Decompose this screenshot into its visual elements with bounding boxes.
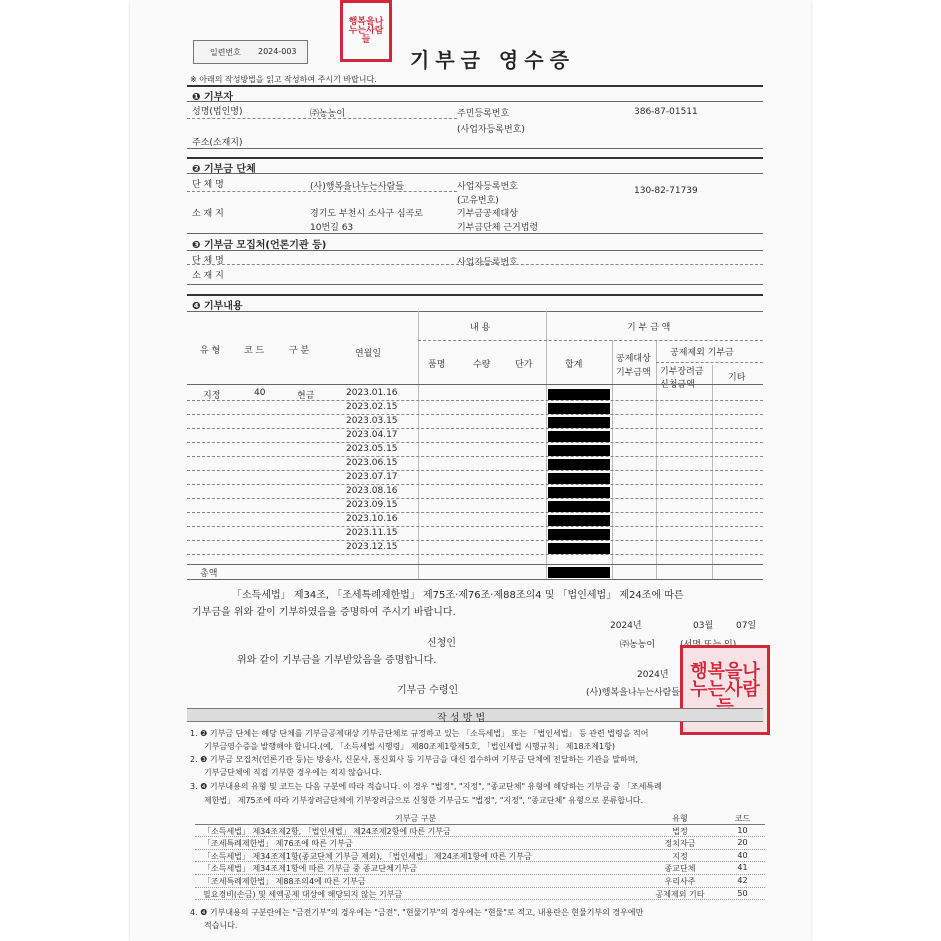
rule-top xyxy=(187,85,763,87)
row-rule xyxy=(187,442,763,443)
row-date: 2023.08.16 xyxy=(346,486,398,496)
type-row-type: 종교단체 xyxy=(664,864,696,874)
donor-id-label: 주민등록번호 xyxy=(457,109,510,119)
donor-name-label: 성명(법인명) xyxy=(192,107,243,117)
received-text: 위와 같이 기부금을 기부받았음을 증명합니다. xyxy=(237,655,437,666)
col-scholarship-2: 신청금액 xyxy=(660,380,695,390)
serial-label: 일련번호 xyxy=(210,48,241,57)
guide-item-2a: 2. ❸ 기부금 모집처(언론기관 등)는 방송사, 신문사, 통신회사 등 기부금을 대신 접수하여 기부금 단체에 전달하는 기관을 말하며, xyxy=(190,755,639,764)
certify-text-2: 기부금을 위와 같이 기부하였음을 증명하여 주시기 바랍니다. xyxy=(192,607,456,618)
col-item: 품명 xyxy=(428,360,446,370)
row-type: 지정 xyxy=(203,391,221,401)
type-table-row xyxy=(195,888,765,901)
org-reg-label: 사업자등록번호 xyxy=(457,182,518,192)
row-date: 2023.09.15 xyxy=(346,500,398,510)
row-date: 2023.12.15 xyxy=(346,542,398,552)
guide-item-4b: 적습니다. xyxy=(204,921,238,930)
guide-item-3b: 제한법」 제75조에 따라 기부장려금단체에 기부장려금으로 신청한 기부금도 "법정", "지정", "종교단체" 유형으로 분류합니다. xyxy=(204,796,644,805)
serial-value: 2024-003 xyxy=(258,47,297,56)
type-table-header xyxy=(195,812,765,825)
col-code: 코 드 xyxy=(244,346,265,356)
row-rule xyxy=(187,512,763,513)
row-rule xyxy=(187,540,763,541)
donor-name-value: ㈜농농이 xyxy=(310,109,346,119)
redacted-amount xyxy=(548,417,610,428)
type-row-type: 지정 xyxy=(672,851,688,861)
row-date: 2023.10.16 xyxy=(346,514,398,524)
guide-title: 작 성 방 법 xyxy=(437,713,486,724)
redacted-amount xyxy=(548,445,610,456)
redacted-amount xyxy=(548,431,610,442)
type-row-type: 법정 xyxy=(672,826,688,836)
type-row-desc: 「조세특례제한법」 제76조에 따른 기부금 xyxy=(203,839,353,849)
row-rule xyxy=(187,414,763,415)
row-rule xyxy=(187,456,763,457)
col-price: 단가 xyxy=(515,360,533,370)
rule xyxy=(187,250,763,251)
received-year: 2024년 xyxy=(637,670,669,680)
rule xyxy=(187,284,763,285)
type-table-row xyxy=(195,825,765,838)
col-excluded: 공제제외 기부금 xyxy=(670,348,734,358)
rule xyxy=(187,101,763,102)
row-date: 2023.03.15 xyxy=(346,416,398,426)
redacted-amount xyxy=(548,403,610,414)
type-table-row xyxy=(195,837,765,850)
type-row-type: 공제제외 기타 xyxy=(655,889,705,899)
col-divider xyxy=(546,311,547,579)
type-code-table xyxy=(195,812,765,900)
type-row-desc: 필요경비(손금) 및 세액공제 대상에 해당되지 않는 기부금 xyxy=(203,889,403,899)
redacted-amount xyxy=(548,389,610,400)
redacted-amount xyxy=(548,529,610,540)
type-row-desc: 「소득세법」 제34조제2항, 「법인세법」 제24조제2항에 따른 기부금 xyxy=(203,826,451,836)
col-other: 기타 xyxy=(728,373,746,383)
applicant-value: ㈜농농이 xyxy=(620,640,656,650)
section-collector-title: ❸ 기부금 모집처(언론기관 등) xyxy=(192,240,327,251)
section-contents-title: ❹ 기부내용 xyxy=(192,301,243,312)
col-divider xyxy=(418,311,419,579)
collector-name-label: 단 체 명 xyxy=(192,256,224,266)
redacted-total xyxy=(548,567,610,578)
col-qty: 수량 xyxy=(473,360,491,370)
row-rule xyxy=(187,526,763,527)
col-amount-group: 기 부 금 액 xyxy=(627,323,671,333)
redacted-amount xyxy=(548,459,610,470)
guide-item-2b: 기부금단체에 직접 기부한 경우에는 적지 않습니다. xyxy=(204,768,382,777)
rule xyxy=(187,157,763,159)
collector-addr-label: 소 재 지 xyxy=(192,271,224,281)
type-table-row xyxy=(195,862,765,875)
redacted-amount xyxy=(548,501,610,512)
row-rule xyxy=(187,428,763,429)
donor-id-label2: (사업자등록번호) xyxy=(457,125,525,135)
type-row-type: 정치자금 xyxy=(664,839,696,849)
org-addr-value1: 경기도 부천시 소사구 심곡로 xyxy=(310,209,423,219)
notice-text: ※ 아래의 작성방법을 읽고 작성하여 주시기 바랍니다. xyxy=(190,75,377,84)
type-row-code: 42 xyxy=(737,875,748,885)
row-date: 2023.04.17 xyxy=(346,430,398,440)
rule xyxy=(187,264,763,265)
seal-stamp-top xyxy=(340,0,392,62)
col-scholarship-1: 기부장려금 xyxy=(660,367,704,377)
collector-reg-label: 사업자등록번호 xyxy=(457,258,518,268)
col-detail: 내 용 xyxy=(470,323,491,333)
rule xyxy=(187,294,763,296)
section-donor-title: ❶ 기부자 xyxy=(192,92,233,103)
guide-item-1b: 기부금영수증을 발행해야 합니다.(예, 「소득세법 시행령」 제80조제1항제5호, 「법인세법 시행규칙」 제18조제1항) xyxy=(204,742,615,751)
certify-day: 07일 xyxy=(736,621,757,631)
row-rule xyxy=(187,498,763,499)
applicant-label: 신청인 xyxy=(427,638,456,649)
row-date: 2023.02.15 xyxy=(346,402,398,412)
org-addr-label: 소 재 지 xyxy=(192,209,224,219)
org-basis-label1: 기부금공제대상 xyxy=(457,209,518,219)
rule xyxy=(418,340,763,341)
type-row-desc: 「소득세법」 제34조제1항에 따른 기부금 중 종교단체기부금 xyxy=(203,864,417,874)
type-row-code: 20 xyxy=(737,838,748,848)
org-addr-value2: 10번길 63 xyxy=(310,223,354,233)
col-date: 연월일 xyxy=(355,349,382,359)
certify-month: 03월 xyxy=(693,621,714,631)
type-table-row xyxy=(195,875,765,888)
certify-text-1: 「소득세법」 제34조, 「조세특례제한법」 제75조·제76조·제88조의4 및 「법인세법」 제24조에 따른 xyxy=(232,590,684,601)
guide-item-4a: 4. ❹ 기부내용의 구분란에는 "금전기부"의 경우에는 "금전", "현물기부"의 경우에는 "현물"로 적고, 내용란은 현물기부의 경우에만 xyxy=(190,908,644,917)
rule xyxy=(187,191,457,192)
page-title: 기부금 영수증 xyxy=(410,48,575,72)
type-table-row xyxy=(195,850,765,863)
type-row-code: 50 xyxy=(737,888,748,898)
row-date: 2023.06.15 xyxy=(346,458,398,468)
row-rule xyxy=(187,484,763,485)
row-date: 2023.07.17 xyxy=(346,472,398,482)
seal-stamp-text: 행복을나누는사람 xyxy=(690,661,760,700)
donor-address-label: 주소(소재지) xyxy=(192,138,243,148)
recipient-value: (사)행복을나누는사람들 xyxy=(586,688,680,698)
rule xyxy=(187,311,763,312)
type-row-code: 41 xyxy=(737,863,748,873)
type-row-code: 40 xyxy=(737,850,748,860)
org-reg-value: 130-82-71739 xyxy=(634,186,698,196)
redacted-amount xyxy=(548,515,610,526)
org-reg-label2: (고유번호) xyxy=(457,196,499,206)
rule xyxy=(187,564,763,565)
col-deductible-1: 공제대상 xyxy=(616,354,651,364)
col-deductible-2: 기부금액 xyxy=(616,368,651,378)
row-rule xyxy=(187,470,763,471)
total-label: 총액 xyxy=(200,569,218,579)
rule xyxy=(187,173,763,174)
col-divider xyxy=(656,340,657,579)
col-total: 합계 xyxy=(565,360,583,370)
type-row-desc: 「소득세법」 제34조제1항(종교단체 기부금 제외), 「법인세법」 제24조제1항에 따른 기부금 xyxy=(203,851,532,861)
rule xyxy=(187,148,763,149)
org-name-value: (사)행복을나누는사람들 xyxy=(310,182,404,192)
guide-item-1a: 1. ❷ 기부금 단체는 해당 단체를 기부금공제대상 기부금단체로 규정하고 있는 「소득세법」 또는 「법인세법」 등 관련 법령을 적어 xyxy=(190,729,649,738)
type-row-type: 우리사주 xyxy=(664,876,696,886)
type-header-c2: 유형 xyxy=(672,814,688,823)
type-row-desc: 「조세특례제한법」 제88조의4에 따른 기부금 xyxy=(203,876,366,886)
type-header-c1: 기부금 구분 xyxy=(395,814,437,823)
seal-stamp-text: 행복을나누는사람들 xyxy=(348,16,384,45)
rule xyxy=(187,233,763,234)
type-row-code: 10 xyxy=(737,825,748,835)
row-code: 40 xyxy=(254,388,266,398)
guide-item-3a: 3. ❹ 기부내용의 유형 및 코드는 다음 구분에 따라 적습니다. 이 경우 "법정", "지정", "종교단체" 유형에 해당하는 기부금 중 「조세특례 xyxy=(190,782,662,791)
col-kind: 구 분 xyxy=(289,346,310,356)
org-basis-label2: 기부금단체 근거법령 xyxy=(457,223,539,233)
row-date: 2023.11.15 xyxy=(346,528,398,538)
donor-id-value: 386-87-01511 xyxy=(634,107,698,117)
col-type: 유 형 xyxy=(200,346,221,356)
row-kind: 현금 xyxy=(297,391,315,401)
rule xyxy=(656,362,763,363)
serial-number-box xyxy=(193,40,308,64)
recipient-label: 기부금 수령인 xyxy=(397,685,459,696)
guide-title-band xyxy=(187,708,763,722)
row-date: 2023.01.16 xyxy=(346,388,398,398)
rule xyxy=(187,384,763,385)
type-header-c3: 코드 xyxy=(734,814,751,823)
col-divider xyxy=(712,365,713,579)
applicant-sign: (서명 또는 인) xyxy=(680,640,737,650)
rule xyxy=(187,579,763,580)
col-divider xyxy=(612,340,613,579)
rule xyxy=(187,118,457,119)
certify-year: 2024년 xyxy=(610,621,642,631)
row-rule xyxy=(187,554,763,555)
redacted-amount xyxy=(548,543,610,554)
section-org-title: ❷ 기부금 단체 xyxy=(192,164,256,175)
row-date: 2023.05.15 xyxy=(346,444,398,454)
row-rule xyxy=(187,400,763,401)
redacted-amount xyxy=(548,473,610,484)
redacted-amount xyxy=(548,487,610,498)
org-name-label: 단 체 명 xyxy=(192,180,224,190)
